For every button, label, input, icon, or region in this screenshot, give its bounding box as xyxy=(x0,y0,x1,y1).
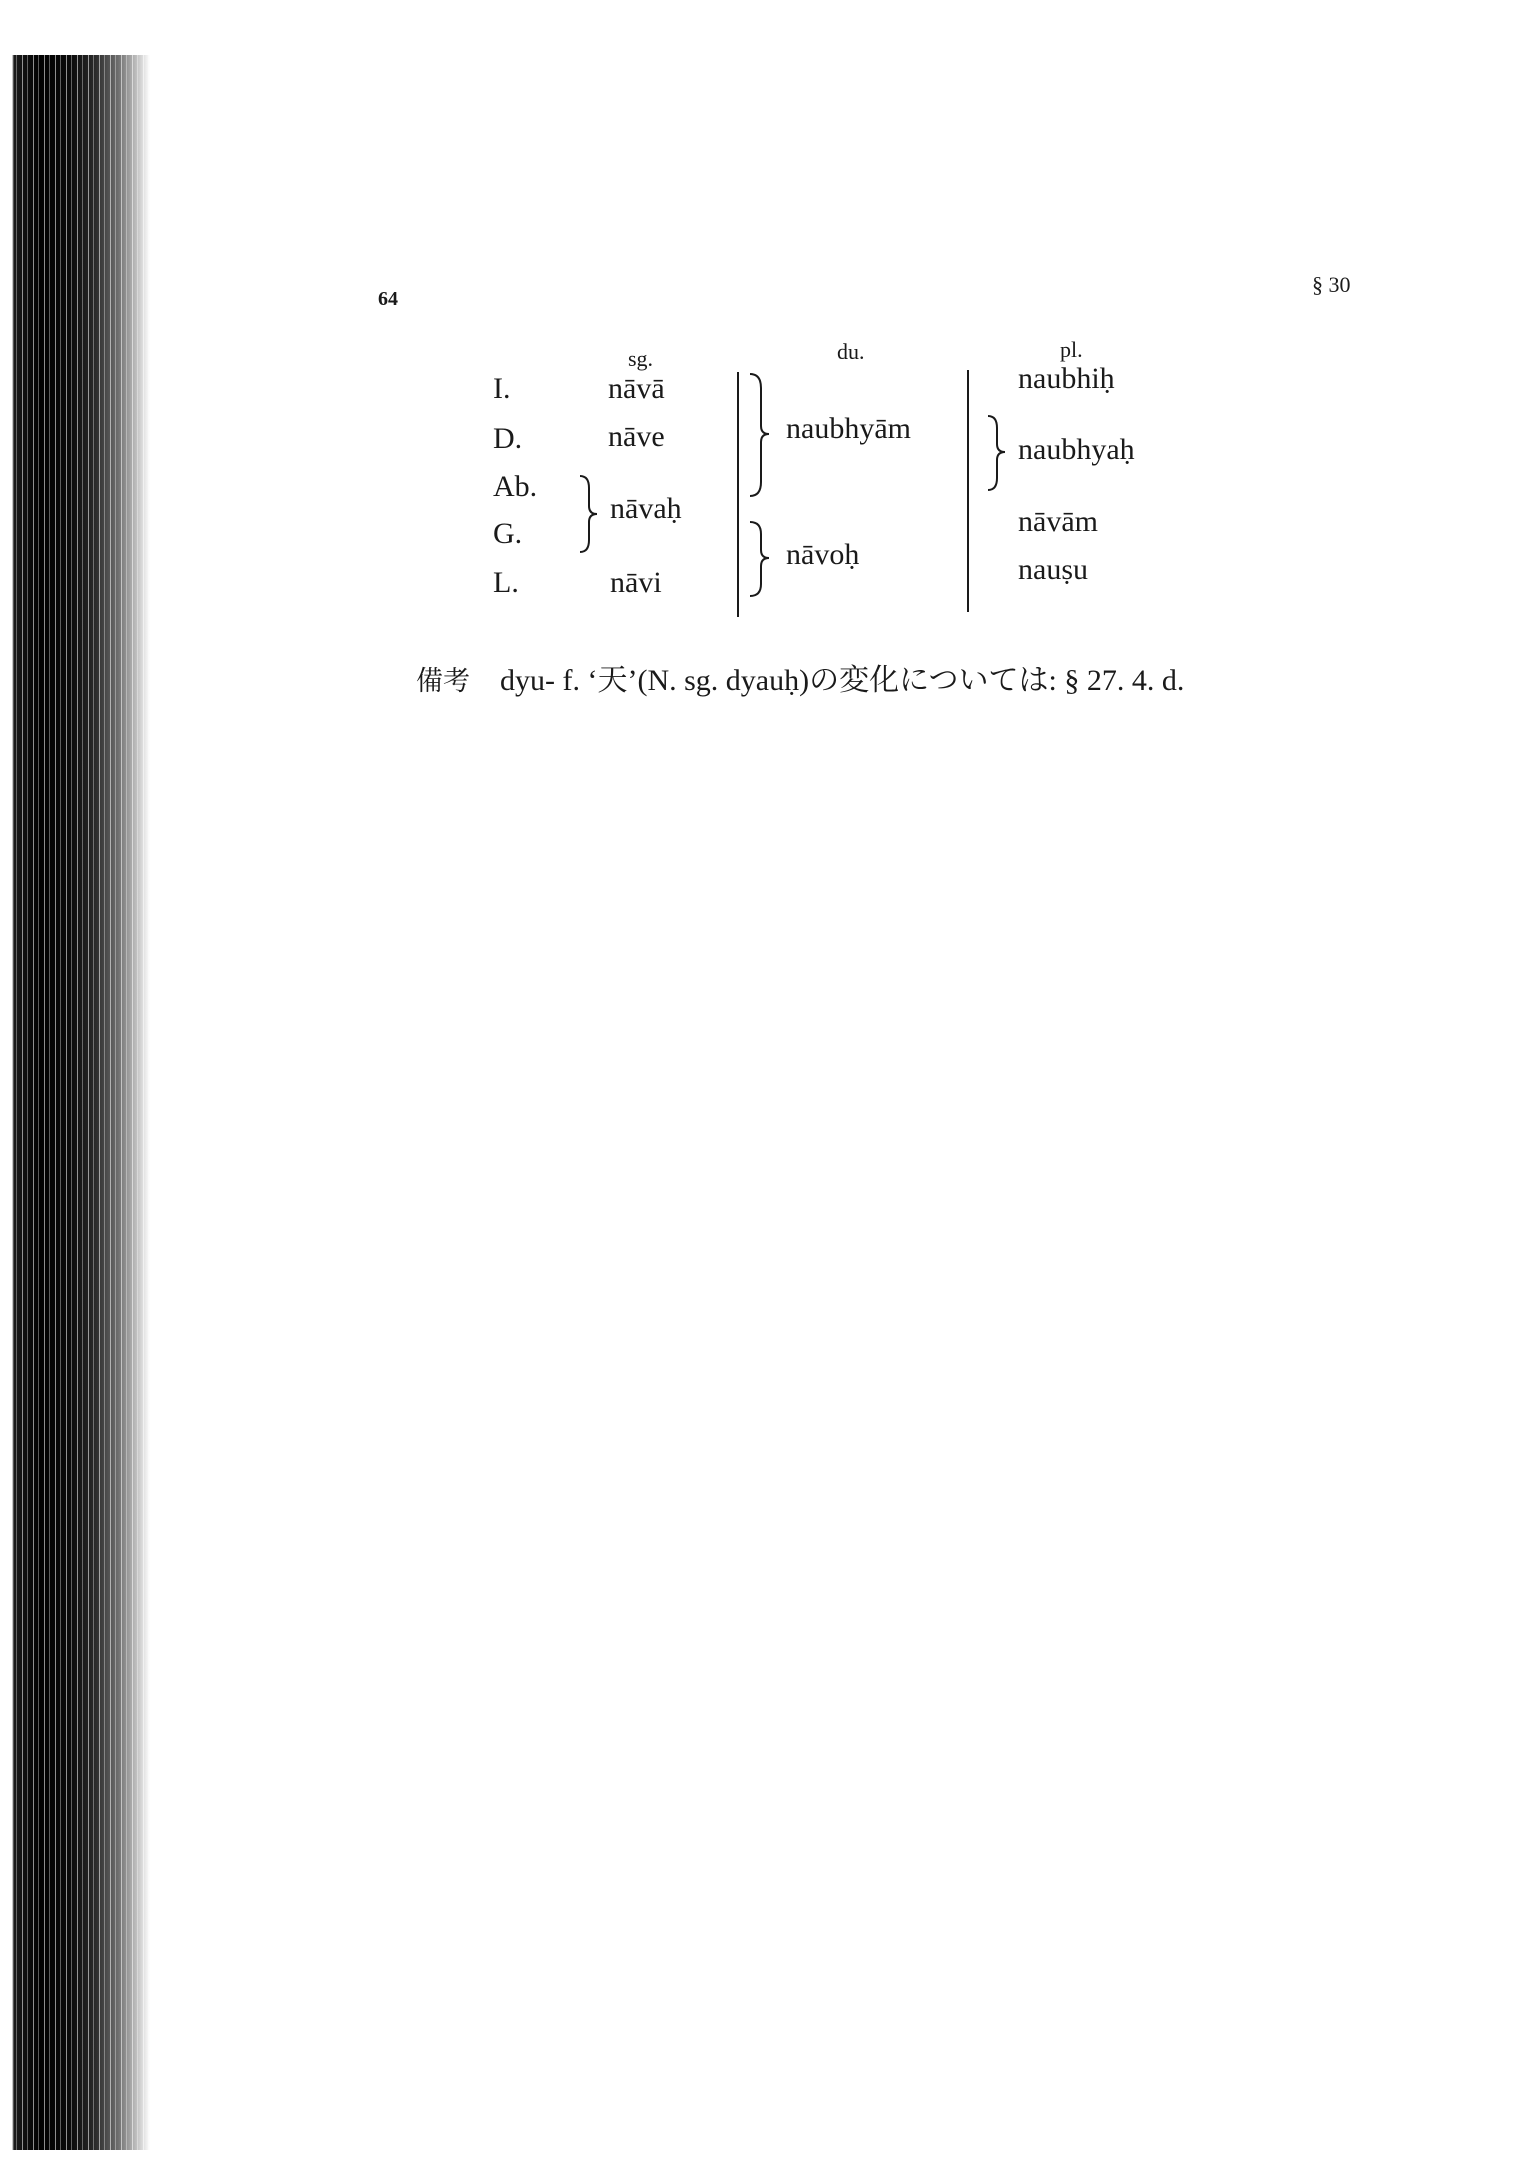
case-label-locative: L. xyxy=(493,566,519,599)
form-sg-instrumental: nāvā xyxy=(608,372,665,405)
section-reference: § 30 xyxy=(1312,272,1351,297)
form-du-gen-loc: nāvoḥ xyxy=(786,538,860,571)
dual-column-left-rule xyxy=(737,372,739,617)
form-sg-dative: nāve xyxy=(608,420,665,453)
brace-du-lower xyxy=(747,520,773,598)
brace-sg-ablative-genitive xyxy=(577,474,599,554)
form-sg-ablative-genitive: nāvaḥ xyxy=(610,492,682,525)
brace-du-upper xyxy=(747,372,773,498)
form-pl-dative-ablative: naubhyaḥ xyxy=(1018,433,1135,466)
form-pl-genitive: nāvām xyxy=(1018,505,1098,538)
remark-label: 備考 xyxy=(416,666,470,697)
spine-top-margin xyxy=(0,0,150,55)
column-header-dual: du. xyxy=(837,339,865,364)
case-label-instrumental: I. xyxy=(493,372,511,405)
page-number: 64 xyxy=(378,288,398,310)
form-du-instr-dat-abl: naubhyām xyxy=(786,412,911,445)
scanned-book-spine-shadow xyxy=(0,0,150,2173)
case-label-ablative: Ab. xyxy=(493,470,538,503)
spine-bottom-margin xyxy=(0,2150,150,2173)
form-sg-locative: nāvi xyxy=(610,566,662,599)
plural-column-left-rule xyxy=(967,370,969,612)
case-label-genitive: G. xyxy=(493,517,523,550)
remark-text: dyu- f. ‘天’(N. sg. dyauḥ)の変化については: § 27. 4. d. xyxy=(500,664,1185,697)
remark-note xyxy=(416,655,1184,699)
brace-pl-dative-ablative xyxy=(985,414,1009,492)
case-label-dative: D. xyxy=(493,422,523,455)
form-pl-locative: nauṣu xyxy=(1018,553,1088,586)
form-pl-instrumental: naubhiḥ xyxy=(1018,362,1115,395)
column-header-plural: pl. xyxy=(1060,337,1083,362)
column-header-singular: sg. xyxy=(628,346,654,371)
